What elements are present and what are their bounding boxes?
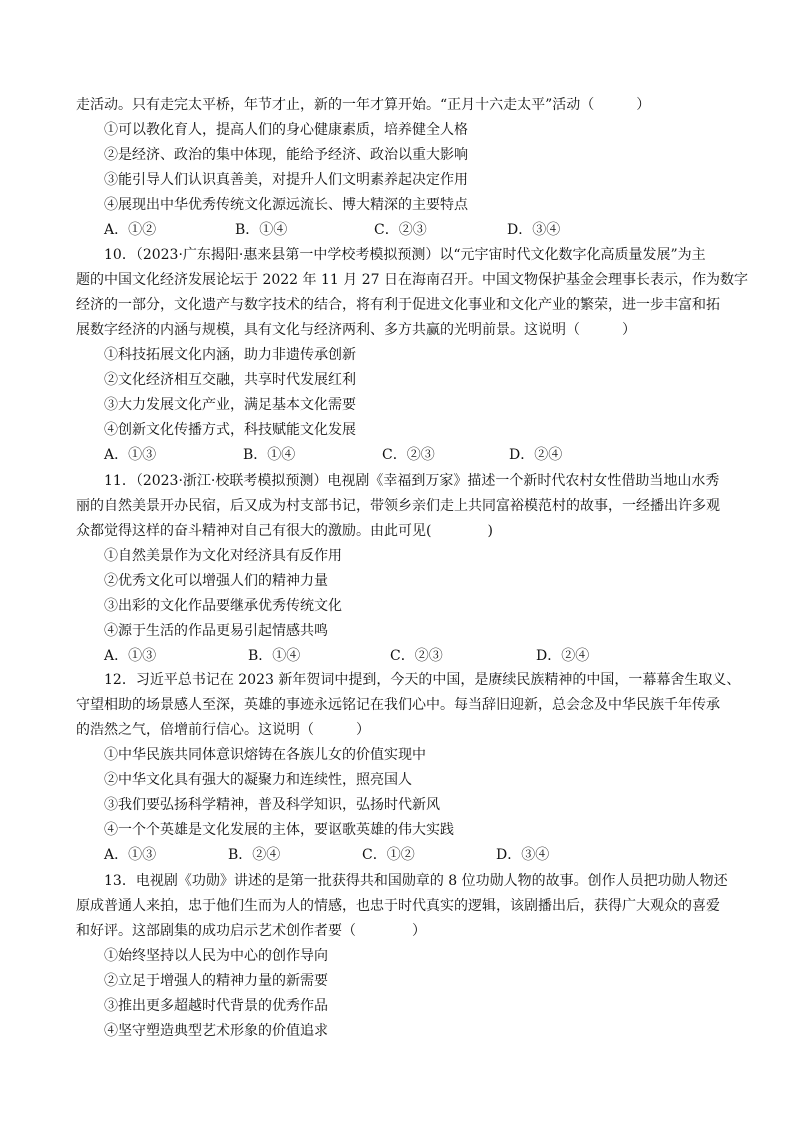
q10-option-1: ①科技拓展文化内涵，助力非遗传承创新 [104, 347, 356, 363]
q9-choices [104, 221, 644, 239]
q11-choices [104, 647, 644, 665]
q12-option-3: ③我们要弘扬科学精神，普及科学知识，弘扬时代新风 [104, 797, 440, 813]
q12-choice-c: C．①② [362, 847, 415, 863]
q10-option-2: ②文化经济相互交融，共享时代发展红利 [104, 372, 356, 388]
q11-option-3: ③出彩的文化作品要继承优秀传统文化 [104, 598, 342, 614]
q13-stem-line-2: 原成普通人来拍，忠于他们生而为人的情感，也忠于时代真实的逻辑，该剧播出后，获得广大观众的喜爱 [76, 898, 720, 914]
q10-option-3: ③大力发展文化产业，满足基本文化需要 [104, 397, 356, 413]
q9-option-1: ①可以教化育人，提高人们的身心健康素质，培养健全人格 [104, 122, 468, 138]
q11-option-1: ①自然美景作为文化对经济具有反作用 [104, 548, 342, 564]
q13-stem-line-3: 和好评。这部剧集的成功启示艺术创作者要（ ） [76, 923, 426, 939]
q12-choices [104, 846, 644, 864]
q10-choice-a: A．①③ [104, 447, 157, 463]
q11-stem-line-3: 众都觉得这样的奋斗精神对自己有很大的激励。由此可见( ) [76, 523, 493, 539]
q9-choice-c: C．②③ [374, 222, 427, 238]
q11-choice-c: C．②③ [390, 648, 443, 664]
q9-option-3: ③能引导人们认识真善美，对提升人们文明素养起决定作用 [104, 172, 468, 188]
q9-stem-continuation: 走活动。只有走完太平桥，年节才止，新的一年才算开始。“正月十六走太平”活动（ ） [76, 97, 651, 113]
q11-option-2: ②优秀文化可以增强人们的精神力量 [104, 573, 328, 589]
q13-option-2: ②立足于增强人的精神力量的新需要 [104, 973, 328, 989]
q12-choice-d: D．③④ [496, 847, 550, 863]
q9-choice-a: A．①② [104, 222, 157, 238]
q9-choice-b: B．①④ [235, 222, 288, 238]
q9-choice-d: D．③④ [507, 222, 561, 238]
q10-stem-line-2: 题的中国文化经济发展论坛于 2022 年 11 月 27 日在海南召开。中国文物保护基金会理事长表示，作为数字 [76, 272, 748, 288]
q13-option-3: ③推出更多超越时代背景的优秀作品 [104, 998, 328, 1014]
q9-option-4: ④展现出中华优秀传统文化源远流长、博大精深的主要特点 [104, 197, 468, 213]
q12-choice-a: A．①③ [104, 847, 157, 863]
q13-stem-line-1: 13．电视剧《功勋》讲述的是第一批获得共和国勋章的 8 位功勋人物的故事。创作人员把功勋人物还 [104, 873, 728, 889]
q12-stem-line-2: 守望相助的场景感人至深，英雄的事迹永远铭记在我们心中。每当辞旧迎新，总会念及中华民族千年传承 [76, 697, 720, 713]
q11-choice-a: A．①③ [104, 648, 157, 664]
q10-stem-line-1: 10．（2023·广东揭阳·惠来县第一中学校考模拟预测）以“元宇宙时代文化数字化高质量发展”为主 [104, 247, 706, 263]
q10-choices [104, 446, 644, 464]
q10-choice-b: B．①④ [243, 447, 296, 463]
q11-stem-line-1: 11．（2023·浙江·校联考模拟预测）电视剧《幸福到万家》描述一个新时代农村女性借助当地山水秀 [104, 473, 720, 489]
q12-option-2: ②中华文化具有强大的凝聚力和连续性，照亮国人 [104, 772, 412, 788]
q10-choice-d: D．②④ [509, 447, 563, 463]
q12-stem-line-3: 的浩然之气，倍增前行信心。这说明（ ） [76, 722, 370, 738]
q12-option-4: ④一个个英雄是文化发展的主体，要讴歌英雄的伟大实践 [104, 822, 454, 838]
q10-stem-line-3: 经济的一部分，文化遗产与数字技术的结合，将有利于促进文化事业和文化产业的繁荣，进一步丰富和拓 [76, 297, 720, 313]
q11-option-4: ④源于生活的作品更易引起情感共鸣 [104, 623, 328, 639]
q12-option-1: ①中华民族共同体意识熔铸在各族儿女的价值实现中 [104, 747, 426, 763]
q11-choice-d: D．②④ [536, 648, 590, 664]
q13-option-1: ①始终坚持以人民为中心的创作导向 [104, 948, 328, 964]
q12-stem-line-1: 12．习近平总书记在 2023 新年贺词中提到，今天的中国，是赓续民族精神的中国，一幕幕舍生取义、 [104, 672, 741, 688]
q11-choice-b: B．①④ [248, 648, 301, 664]
q12-choice-b: B．②④ [228, 847, 281, 863]
q9-option-2: ②是经济、政治的集中体现，能给予经济、政治以重大影响 [104, 147, 468, 163]
q13-option-4: ④坚守塑造典型艺术形象的价值追求 [104, 1023, 328, 1039]
q10-option-4: ④创新文化传播方式，科技赋能文化发展 [104, 422, 356, 438]
q11-stem-line-2: 丽的自然美景开办民宿，后又成为村支部书记，带领乡亲们走上共同富裕模范村的故事，一经播出许多观 [76, 498, 720, 514]
q10-stem-line-4: 展数字经济的内涵与规模，具有文化与经济两利、多方共赢的光明前景。这说明（ ） [76, 322, 636, 338]
q10-choice-c: C．②③ [382, 447, 435, 463]
